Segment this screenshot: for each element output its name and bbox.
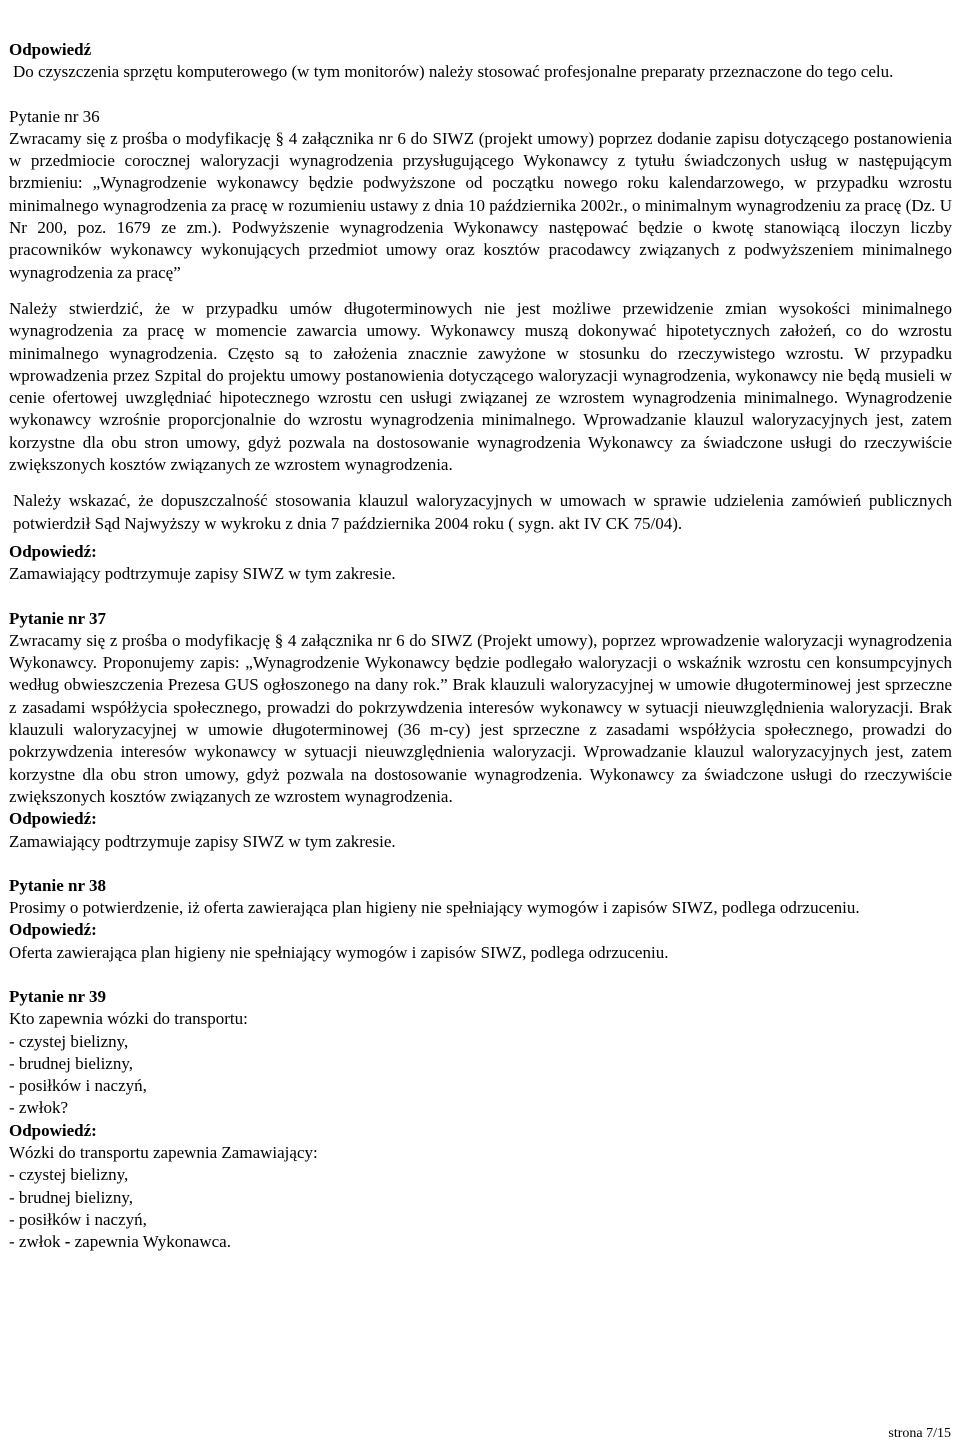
q37-answer: Zamawiający podtrzymuje zapisy SIWZ w tym zakresie. bbox=[9, 831, 396, 851]
q39-answer-item: - posiłków i naczyń, bbox=[9, 1209, 147, 1229]
q39-answer-last-suffix: zapewnia Wykonawca. bbox=[74, 1232, 231, 1252]
q39-question-item: - zwłok? bbox=[9, 1098, 69, 1118]
q36-paragraph-3: Należy wskazać, że dopuszczalność stosowania klauzul waloryzacyjnych w umowach w sprawie udzielenia zamówień publicznych potwierdził Sąd Najwyższy w wykroku z dnia 7 października 2004 roku ( sygn. akt IV CK 75/04). bbox=[13, 491, 952, 533]
q38-heading: Pytanie nr 38 bbox=[9, 875, 106, 895]
q39-answer-item-last bbox=[9, 1231, 952, 1253]
q39-answer: Wózki do transportu zapewnia Zamawiający: bbox=[9, 1143, 318, 1163]
page-number: strona 7/15 bbox=[888, 1426, 951, 1441]
q39-question: Kto zapewnia wózki do transportu: bbox=[9, 1009, 248, 1029]
q37-answer-heading: Odpowiedź: bbox=[9, 809, 97, 829]
q36-heading: Pytanie nr 36 bbox=[9, 106, 100, 126]
q36-paragraph-2: Należy stwierdzić, że w przypadku umów długoterminowych nie jest możliwe przewidzenie zmian wysokości minimalnego wynagrodzenia za pracę w momencie zawarcia umowy. Wykonawcy muszą dokonywać hipotetycznych założeń, co do wzrostu minimalnego wynagrodzenia. Często są to założenia znacznie zawyżone w stosunku do rzeczywistego wzrostu. W przypadku wprowadzenia przez Szpital do projektu umowy postanowienia dotyczącego waloryzacji wynagrodzenia, wykonawcy nie będą musieli w cenie ofertowej uwzględniać hipotecznego wzrostu cen usługi związanej ze wzrostem wynagrodzenia minimalnego. Wynagrodzenie wykonawcy wzrośnie proporcjonalnie do wzrostu wynagrodzenia minimalnego. Wprowadzanie klauzul waloryzacyjnych jest, zatem korzystne dla obu stron umowy, gdyż pozwala na dostosowanie wynagrodzenia Wykonawcy za świadczone usługi do rzeczywiście zwiększonych kosztów związanych ze wzrostem wynagrodzenia. bbox=[9, 298, 952, 475]
q38-answer: Oferta zawierająca plan higieny nie spełniający wymogów i zapisów SIWZ, podlega odrzuceniu. bbox=[9, 942, 669, 962]
q39-question-item: - brudnej bielizny, bbox=[9, 1053, 133, 1073]
q39-question-item: - czystej bielizny, bbox=[9, 1031, 129, 1051]
q39-answer-heading: Odpowiedź: bbox=[9, 1120, 97, 1140]
q39-answer-last-dash: - bbox=[60, 1232, 75, 1252]
q36-answer-heading: Odpowiedź: bbox=[9, 541, 97, 561]
q39-answer-item: - brudnej bielizny, bbox=[9, 1187, 133, 1207]
q38-answer-heading: Odpowiedź: bbox=[9, 920, 97, 940]
q37-heading: Pytanie nr 37 bbox=[9, 608, 106, 628]
q39-heading: Pytanie nr 39 bbox=[9, 986, 106, 1006]
q36-question: Zwracamy się z prośba o modyfikację § 4 załącznika nr 6 do SIWZ (projekt umowy) poprzez dodanie zapisu dotyczącego postanowienia w przedmiocie corocznej waloryzacji wynagrodzenia przysługującego Wykonawcy z tytułu świadczonych usług w następującym brzmieniu: „Wynagrodzenie wykonawcy będzie podwyższone od początku nowego roku kalendarzowego, w przypadku wzrostu minimalnego wynagrodzenia za pracę w rozumieniu ustawy z dnia 10 października 2002r., o minimalnym wynagrodzeniu za pracę (Dz. U Nr 200, poz. 1679 ze zm.). Podwyższenie wynagrodzenia Wykonawcy następować będzie o kwotę stanowiącą iloczyn liczby pracowników wykonawcy wykonujących przedmiot umowy oraz kosztów pracodawcy związanych z podwyższeniem minimalnego wynagrodzenia za pracę” bbox=[9, 128, 952, 282]
q39-answer-item: - czystej bielizny, bbox=[9, 1165, 129, 1185]
q36-answer: Zamawiający podtrzymuje zapisy SIWZ w tym zakresie. bbox=[9, 564, 396, 584]
q39-answer-last-prefix: - zwłok bbox=[9, 1232, 61, 1252]
q38-question: Prosimy o potwierdzenie, iż oferta zawierająca plan higieny nie spełniający wymogów i zapisów SIWZ, podlega odrzuceniu. bbox=[9, 898, 860, 918]
document-page bbox=[9, 39, 952, 1254]
q39-question-item: - posiłków i naczyń, bbox=[9, 1076, 147, 1096]
intro-heading: Odpowiedź bbox=[9, 40, 92, 59]
intro-text: Do czyszczenia sprzętu komputerowego (w tym monitorów) należy stosować profesjonalne preparaty przeznaczone do tego celu. bbox=[13, 62, 894, 82]
q37-question: Zwracamy się z prośba o modyfikację § 4 załącznika nr 6 do SIWZ (Projekt umowy), poprzez wprowadzenie waloryzacji wynagrodzenia Wykonawcy. Proponujemy zapis: „Wynagrodzenie Wykonawcy będzie podlegało waloryzacji o wskaźnik wzrostu cen konsumpcyjnych według obwieszczenia Prezesa GUS ogłoszonego na dany rok.” Brak klauzuli waloryzacyjnej w umowie długoterminowej jest sprzeczne z zasadami współżycia społecznego, prowadzi do pokrzywdzenia interesów wykonawcy w sytuacji nieuwzględnienia waloryzacji. Brak klauzuli waloryzacyjnej w umowie długoterminowej (36 m-cy) jest sprzeczne z zasadami współżycia społecznego, prowadzi do pokrzywdzenia interesów wykonawcy w sytuacji nieuwzględnienia waloryzacji. Wprowadzanie klauzul waloryzacyjnych jest, zatem korzystne dla obu stron umowy, gdyż pozwala na dostosowanie wynagrodzenia. Wykonawcy za świadczone usługi do rzeczywiście zwiększonych kosztów związanych ze wzrostem wynagrodzenia. bbox=[9, 630, 952, 806]
